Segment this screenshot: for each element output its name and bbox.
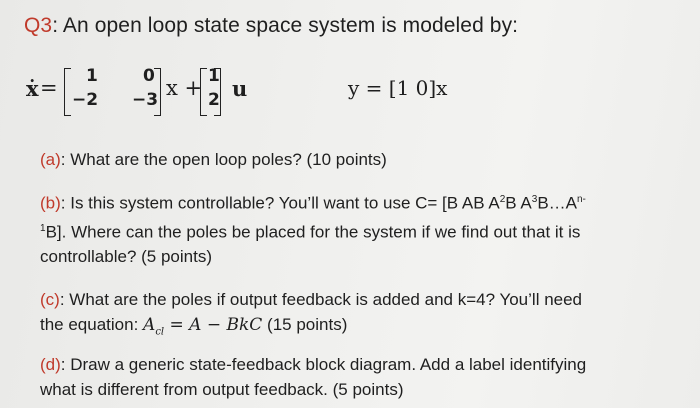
question-title-text: : An open loop state space system is modeled by: [52, 14, 519, 37]
matrix-a-right-bracket [154, 68, 161, 116]
vector-b-right-bracket [214, 68, 221, 116]
part-d [40, 352, 586, 402]
part-b-line2: $^1$B]. Where can the poles be placed for the system if we find out that it is [40, 222, 581, 242]
question-title [24, 14, 518, 38]
matrix-a-r2c1: −2 [72, 90, 99, 110]
part-a-text: : What are the open loop poles? (10 points) [60, 150, 387, 169]
matrix-a-r2c2: −3 [132, 90, 159, 110]
part-c [40, 287, 582, 344]
equals-sign: = [40, 76, 58, 100]
part-d-tag: (d) [40, 355, 61, 374]
part-d-line2: what is different from output feedback. (5 points) [40, 380, 404, 399]
input-u: u [232, 76, 248, 101]
part-b-line3: controllable? (5 points) [40, 247, 212, 267]
part-a-tag: (a) [40, 150, 61, 169]
acl-symbol: $A_{cl} = A$ − BkC [143, 315, 263, 338]
part-c-line1: (c): What are the poles if output feedback is added and k=4? You’ll need [40, 290, 583, 309]
part-c-line2: the equation: $A_{cl} = A$ − BkC (15 points) [40, 315, 348, 338]
output-equation: y = [1 0]x [348, 76, 448, 100]
matrix-a-r1c2: 0 [143, 66, 155, 86]
part-d-line1: (d): Draw a generic state-feedback block diagram. Add a label identifying [40, 355, 587, 374]
part-c-tag: (c) [40, 290, 60, 309]
matrix-a-left-bracket [64, 68, 71, 116]
part-a [40, 147, 387, 172]
vector-b-r1: 1 [208, 66, 220, 86]
part-b-line1: (b): Is this system controllable? You’ll want to use C= [B AB $A^2B$ $A^3B\dots A^{n-}$ [40, 193, 586, 213]
x-plus: x + [166, 76, 203, 100]
vector-b-r2: 2 [208, 90, 220, 110]
part-b [40, 187, 586, 269]
vector-b-left-bracket [200, 68, 207, 116]
matrix-a-r1c1: 1 [86, 66, 98, 86]
x-dot-symbol: ẋ [26, 76, 39, 101]
part-b-tag: (b) [40, 193, 61, 213]
question-number: Q3 [24, 14, 53, 37]
